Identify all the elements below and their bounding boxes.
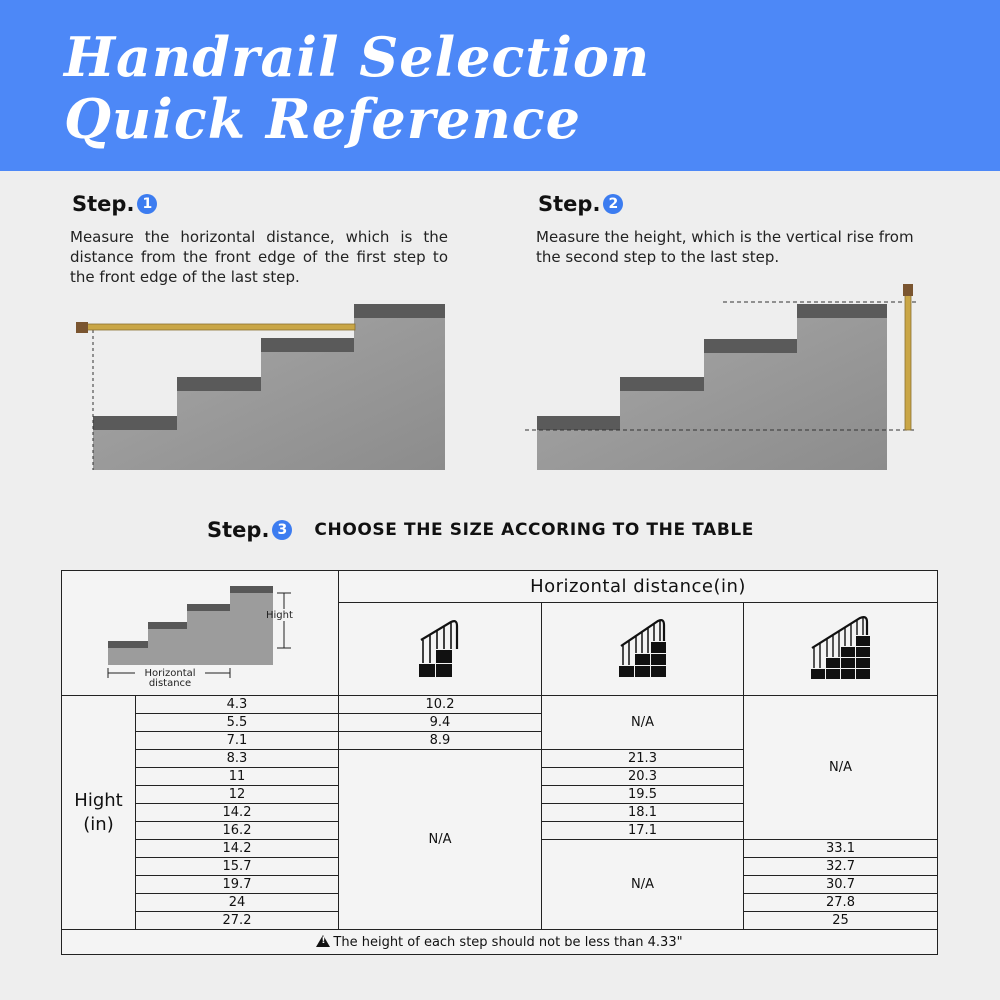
warning-icon — [316, 935, 330, 947]
step3-number-badge: 3 — [272, 520, 292, 540]
height-cell: 14.2 — [136, 804, 339, 822]
title-banner — [0, 0, 1000, 171]
footnote-row — [62, 930, 938, 955]
step1-stair-illustration — [70, 300, 450, 475]
value-cell: 32.7 — [744, 858, 938, 876]
height-cell: 24 — [136, 894, 339, 912]
diagram-horizontal-label-1: Horizontal — [144, 668, 196, 679]
value-cell: 19.5 — [542, 786, 744, 804]
height-row-label — [62, 696, 136, 930]
height-cell: 4.3 — [136, 696, 339, 714]
value-cell: 17.1 — [542, 822, 744, 840]
na-cell: N/A — [744, 696, 938, 840]
height-cell: 12 — [136, 786, 339, 804]
title-line-2: Quick Reference — [64, 87, 582, 151]
value-cell: 27.8 — [744, 894, 938, 912]
step2-label: Step. — [538, 192, 601, 216]
step2-number-badge: 2 — [603, 194, 623, 214]
step1-number-badge: 1 — [137, 194, 157, 214]
footnote-text: The height of each step should not be less than 4.33" — [333, 934, 683, 950]
value-cell: 9.4 — [339, 714, 542, 732]
step2-stair-illustration — [525, 282, 925, 475]
measurement-diagram — [65, 571, 335, 690]
step2-heading — [538, 192, 623, 216]
height-label-line-1: Hight — [74, 789, 123, 811]
na-cell: N/A — [542, 696, 744, 750]
height-cell: 8.3 — [136, 750, 339, 768]
na-cell: N/A — [542, 840, 744, 930]
step3-heading — [207, 518, 754, 542]
table-header-row — [62, 571, 938, 603]
column-3-icon-cell — [744, 603, 938, 696]
height-cell: 14.2 — [136, 840, 339, 858]
step3-caption: CHOOSE THE SIZE ACCORING TO THE TABLE — [314, 520, 755, 540]
handrail-3-step-icon — [618, 616, 668, 678]
value-cell: 30.7 — [744, 876, 938, 894]
height-label-line-2: (in) — [83, 813, 114, 835]
horizontal-distance-header: Horizontal distance(in) — [339, 571, 938, 603]
height-cell: 11 — [136, 768, 339, 786]
value-cell: 33.1 — [744, 840, 938, 858]
step3-label: Step. — [207, 518, 270, 542]
column-1-icon-cell — [339, 603, 542, 696]
height-cell: 19.7 — [136, 876, 339, 894]
step1-heading — [72, 192, 157, 216]
step2-description: Measure the height, which is the vertical rise from the second step to the last step. — [536, 228, 914, 266]
value-cell: 21.3 — [542, 750, 744, 768]
page-title — [64, 26, 650, 150]
step1-description: Measure the horizontal distance, which is the distance from the front edge of the first step to the front edge of the last step. — [70, 228, 448, 286]
measurement-diagram-cell — [62, 571, 339, 696]
value-cell: 8.9 — [339, 732, 542, 750]
height-cell: 7.1 — [136, 732, 339, 750]
footnote-cell — [62, 930, 938, 955]
step1-label: Step. — [72, 192, 135, 216]
value-cell: 20.3 — [542, 768, 744, 786]
handrail-2-step-icon — [415, 616, 465, 678]
value-cell: 18.1 — [542, 804, 744, 822]
handrail-4-step-icon — [810, 614, 872, 680]
table-row — [62, 696, 938, 714]
title-line-1: Handrail Selection — [64, 25, 651, 89]
height-cell: 5.5 — [136, 714, 339, 732]
na-cell: N/A — [339, 750, 542, 930]
height-cell: 15.7 — [136, 858, 339, 876]
diagram-horizontal-label-2: distance — [148, 678, 192, 689]
value-cell: 10.2 — [339, 696, 542, 714]
height-cell: 27.2 — [136, 912, 339, 930]
column-2-icon-cell — [542, 603, 744, 696]
height-cell: 16.2 — [136, 822, 339, 840]
value-cell: 25 — [744, 912, 938, 930]
diagram-height-label: Hight — [266, 610, 293, 621]
size-selection-table — [61, 570, 938, 955]
